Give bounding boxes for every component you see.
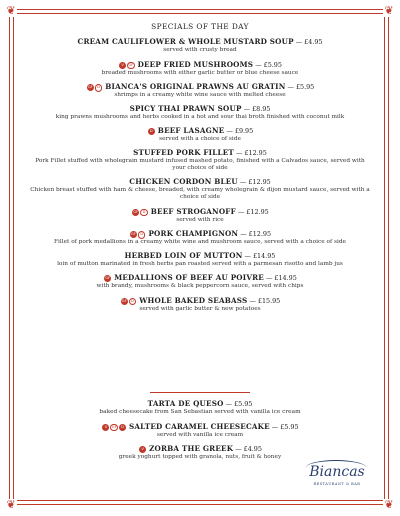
- menu-item: [24, 228, 376, 247]
- dish-name: BEEF STROGANOFF: [150, 206, 236, 216]
- dish-name: HERBED LOIN OF MUTTON: [124, 250, 243, 260]
- dietary-badges: [120, 295, 137, 306]
- corner-ornament-icon: ❦: [6, 498, 16, 511]
- dish-price: £4.95: [243, 445, 262, 453]
- menu-item-heading: [24, 228, 376, 239]
- price-separator: —: [242, 251, 253, 260]
- dietary-badge-icon: D: [140, 209, 148, 217]
- menu-item-heading: [24, 399, 376, 409]
- menu-item: [24, 177, 376, 202]
- dish-description: with brandy, mushrooms & black peppercorn sauce, served with chips: [96, 283, 304, 289]
- menu-item: [24, 81, 376, 100]
- dish-price: £14.95: [252, 251, 276, 260]
- dish-description: breaded mushrooms with either garlic butter or blue cheese sauce: [101, 69, 299, 76]
- menu-item-heading: [24, 272, 376, 283]
- dish-price: £5.95: [263, 60, 282, 69]
- logo-name: Biancas: [309, 464, 365, 480]
- dietary-badge-icon: D: [129, 298, 137, 306]
- price-separator: —: [293, 38, 305, 46]
- dish-description: Fillet of pork medallions in a creamy white wine and mushroom sauce, served with a choice of side: [54, 239, 346, 245]
- price-separator: —: [263, 274, 275, 282]
- section-divider: [150, 392, 250, 393]
- dish-name: TARTA DE QUESO: [147, 399, 224, 408]
- dish-price: £12.95: [248, 230, 272, 238]
- dish-price: £12.95: [248, 177, 271, 186]
- dish-price: £5.95: [234, 400, 253, 408]
- menu-item-heading: [24, 104, 376, 114]
- dietary-badge-icon: GF: [110, 424, 118, 432]
- menu-item: [24, 104, 376, 122]
- menu-item: [24, 251, 376, 269]
- menu-item: [24, 295, 376, 314]
- price-separator: —: [238, 230, 249, 238]
- price-separator: —: [253, 60, 264, 69]
- dietary-badge-icon: V: [102, 424, 109, 431]
- dietary-badge-icon: D: [119, 424, 126, 431]
- price-separator: —: [247, 296, 258, 305]
- dietary-badges: [118, 59, 135, 70]
- menu-item: [24, 399, 376, 417]
- dish-price: £9.95: [234, 127, 254, 135]
- price-separator: —: [269, 422, 281, 431]
- menu-item-heading: [24, 177, 376, 187]
- price-separator: —: [224, 127, 235, 135]
- dish-name: WHOLE BAKED SEABASS: [139, 295, 248, 305]
- dish-price: £8.95: [252, 104, 271, 113]
- dish-price: £12.95: [246, 207, 269, 216]
- dish-price: £4.95: [304, 38, 323, 46]
- price-separator: —: [241, 104, 253, 113]
- menu-item-heading: [24, 148, 376, 158]
- dish-description: served with crusty bread: [163, 47, 237, 53]
- dish-name: MEDALLIONS OF BEEF AU POIVRE: [114, 273, 264, 282]
- price-separator: —: [237, 177, 249, 186]
- menu-item-heading: [24, 295, 376, 306]
- dietary-badges: [131, 206, 148, 217]
- specials-section: [24, 22, 376, 317]
- dietary-badge-icon: D: [95, 84, 103, 92]
- dietary-badges: [86, 81, 103, 92]
- dietary-badges: [138, 443, 146, 453]
- dish-description: baked cheesecake from San Sebastian served with vanilla ice cream: [99, 409, 301, 415]
- logo-subtitle: RESTAURANT & BAR: [313, 482, 361, 486]
- dish-description: shrimps in a creamy white wine sauce with melted cheese: [114, 92, 286, 98]
- dietary-badges: [147, 125, 155, 135]
- restaurant-logo: [300, 458, 374, 492]
- dish-description: loin of mutton marinated in fresh herbs pan roasted served with a parmesan risotto and lamb jus: [57, 260, 343, 267]
- price-separator: —: [285, 83, 296, 91]
- dietary-badge-icon: GF: [127, 62, 135, 70]
- menu-item: [24, 37, 376, 55]
- price-separator: —: [233, 445, 244, 453]
- menu-item-heading: [24, 443, 376, 454]
- menu-item-heading: [24, 125, 376, 136]
- dish-price: £12.95: [244, 148, 267, 157]
- dish-price: £5.95: [280, 422, 299, 431]
- dish-description: king prawns mushrooms and herbs cooked in a hot and sour thai broth finished with coconut milk: [55, 113, 345, 120]
- dish-name: BIANCA'S ORIGINAL PRAWNS AU GRATIN: [105, 82, 286, 91]
- dietary-badge-icon: D: [148, 128, 155, 135]
- dish-name: CHICKEN CORDON BLEU: [129, 176, 238, 186]
- dish-price: £5.95: [295, 83, 315, 91]
- menu-item: [24, 272, 376, 291]
- dish-description: Chicken breast stuffed with ham & cheese, breaded, with creamy wholegrain & dijon mustard sauce, served with a choice of side: [30, 186, 370, 200]
- dietary-badges: [103, 272, 111, 282]
- dish-name: STUFFED PORK FILLET: [133, 147, 234, 157]
- dietary-badge-icon: D: [138, 231, 146, 239]
- dish-name: PORK CHAMPIGNON: [148, 229, 239, 238]
- dietary-badge-icon: V: [139, 446, 146, 453]
- dish-name: DEEP FRIED MUSHROOMS: [137, 59, 254, 69]
- page-title: SPECIALS OF THE DAY: [151, 22, 249, 31]
- dish-description: served with garlic butter & new potatoes: [139, 305, 261, 312]
- dietary-badge-icon: GF: [133, 209, 139, 214]
- dietary-badge-icon: GF: [121, 298, 127, 303]
- corner-ornament-icon: ❦: [384, 498, 394, 511]
- menu-item-heading: [24, 59, 376, 70]
- dish-description: greek yoghurt topped with granola, nuts, fruit & honey: [118, 454, 282, 460]
- menu-item: [24, 206, 376, 225]
- dietary-badges: [101, 421, 126, 432]
- dish-description: served with vanilla ice cream: [156, 431, 244, 438]
- dish-description: Pork Fillet stuffed with wholegrain mustard infused mashed potato, finished with a Calvados sauce, served with your choice of side: [35, 157, 365, 171]
- menu-item-heading: [24, 81, 376, 92]
- menu-item-heading: [24, 421, 376, 432]
- dish-price: £14.95: [274, 274, 297, 282]
- price-separator: —: [223, 400, 235, 408]
- dish-name: BEEF LASAGNE: [157, 126, 225, 135]
- menu-item-heading: [24, 251, 376, 261]
- dish-name: SALTED CARAMEL CHEESECAKE: [128, 421, 270, 431]
- menu-item: [24, 421, 376, 440]
- menu-item: [24, 148, 376, 173]
- menu-item: [24, 125, 376, 144]
- corner-ornament-icon: ❦: [6, 4, 16, 17]
- dish-description: served with rice: [176, 216, 224, 223]
- dietary-badge-icon: GF: [131, 232, 136, 236]
- corner-ornament-icon: ❦: [384, 4, 394, 17]
- menu-item-heading: [24, 37, 376, 47]
- dish-name: CREAM CAULIFLOWER & WHOLE MUSTARD SOUP: [77, 37, 294, 46]
- specials-list: [24, 37, 376, 313]
- desserts-section: [24, 399, 376, 466]
- dietary-badge-icon: GF: [87, 85, 93, 89]
- dietary-badge-icon: V: [119, 62, 126, 69]
- price-separator: —: [233, 148, 245, 157]
- dish-description: served with a choice of side: [159, 136, 241, 142]
- dietary-badge-icon: GF: [105, 276, 111, 280]
- dietary-badges: [129, 228, 146, 239]
- menu-item: [24, 59, 376, 78]
- dish-name: ZORBA THE GREEK: [149, 444, 234, 453]
- dish-price: £15.95: [257, 296, 281, 305]
- menu-item-heading: [24, 206, 376, 217]
- desserts-list: [24, 399, 376, 462]
- dish-name: SPICY THAI PRAWN SOUP: [129, 103, 242, 113]
- price-separator: —: [235, 207, 247, 216]
